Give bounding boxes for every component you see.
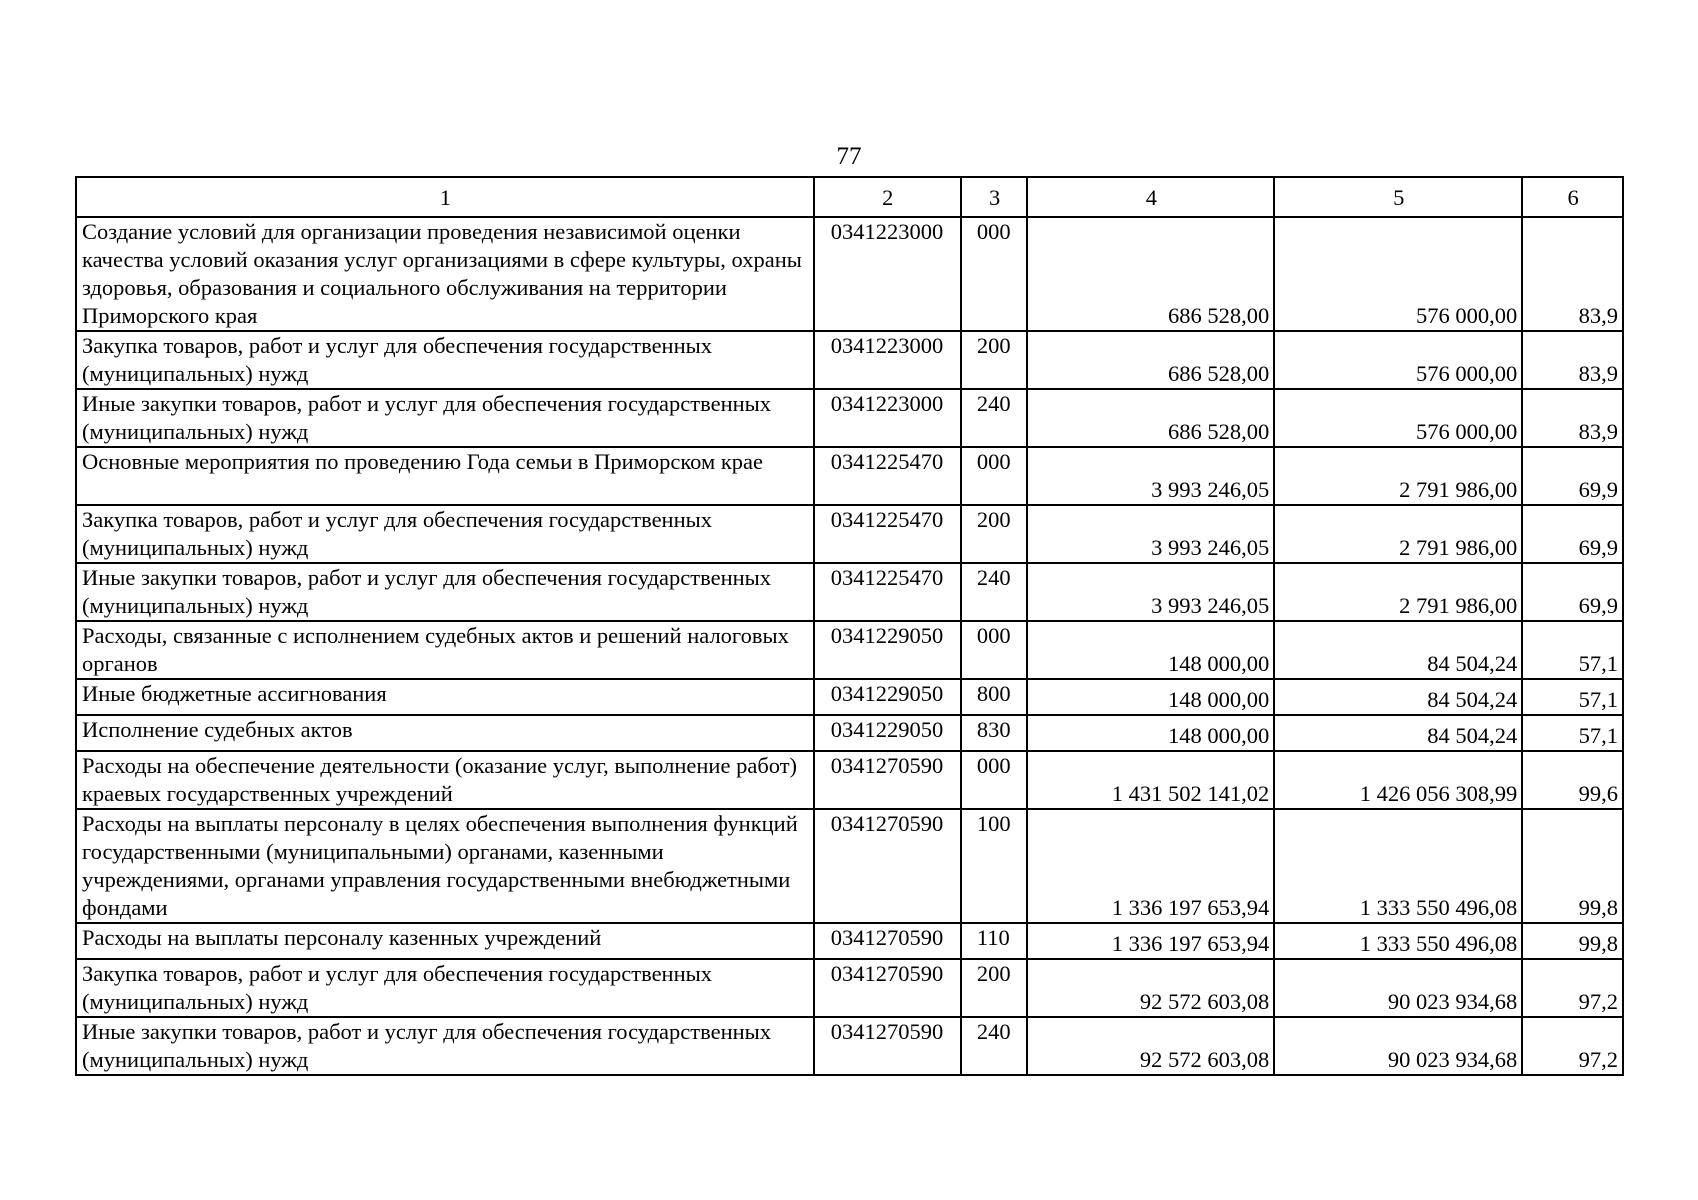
row-kvr-cell: 200 xyxy=(961,505,1028,563)
row-name-cell: Создание условий для организации проведения независимой оценки качества условий оказания услуг организациями в сфере культуры, охраны здоровья, образования и социального обслуживания на территории Приморского края xyxy=(76,217,814,331)
table-row xyxy=(76,715,1623,751)
table-row xyxy=(76,621,1623,679)
row-fact-cell: 1 333 550 496,08 xyxy=(1274,809,1522,923)
row-percent-cell: 99,8 xyxy=(1522,809,1623,923)
row-percent-cell: 83,9 xyxy=(1522,331,1623,389)
row-plan-cell: 3 993 246,05 xyxy=(1027,563,1274,621)
row-kvr-cell: 000 xyxy=(961,621,1028,679)
row-kvr-cell: 800 xyxy=(961,679,1028,715)
row-fact-cell: 1 333 550 496,08 xyxy=(1274,923,1522,959)
row-kvr-cell: 200 xyxy=(961,331,1028,389)
row-name-cell: Исполнение судебных актов xyxy=(76,715,814,751)
row-name-cell: Иные закупки товаров, работ и услуг для обеспечения государственных (муниципальных) нужд xyxy=(76,1017,814,1075)
row-plan-cell: 1 336 197 653,94 xyxy=(1027,809,1274,923)
table-header-row xyxy=(76,177,1623,217)
row-code-cell: 0341225470 xyxy=(814,505,961,563)
row-plan-cell: 686 528,00 xyxy=(1027,389,1274,447)
row-fact-cell: 1 426 056 308,99 xyxy=(1274,751,1522,809)
row-plan-cell: 148 000,00 xyxy=(1027,621,1274,679)
row-code-cell: 0341270590 xyxy=(814,751,961,809)
row-percent-cell: 97,2 xyxy=(1522,959,1623,1017)
row-plan-cell: 686 528,00 xyxy=(1027,217,1274,331)
row-code-cell: 0341270590 xyxy=(814,959,961,1017)
table-row xyxy=(76,563,1623,621)
row-kvr-cell: 240 xyxy=(961,563,1028,621)
row-kvr-cell: 200 xyxy=(961,959,1028,1017)
table-row xyxy=(76,679,1623,715)
row-kvr-cell: 000 xyxy=(961,447,1028,505)
row-code-cell: 0341223000 xyxy=(814,217,961,331)
row-name-cell: Расходы, связанные с исполнением судебных актов и решений налоговых органов xyxy=(76,621,814,679)
row-plan-cell: 148 000,00 xyxy=(1027,679,1274,715)
row-kvr-cell: 830 xyxy=(961,715,1028,751)
row-percent-cell: 99,8 xyxy=(1522,923,1623,959)
row-plan-cell: 686 528,00 xyxy=(1027,331,1274,389)
row-fact-cell: 90 023 934,68 xyxy=(1274,1017,1522,1075)
row-code-cell: 0341229050 xyxy=(814,679,961,715)
row-kvr-cell: 240 xyxy=(961,389,1028,447)
row-fact-cell: 576 000,00 xyxy=(1274,389,1522,447)
row-percent-cell: 83,9 xyxy=(1522,217,1623,331)
row-fact-cell: 2 791 986,00 xyxy=(1274,505,1522,563)
table-row xyxy=(76,923,1623,959)
row-name-cell: Расходы на выплаты персоналу казенных учреждений xyxy=(76,923,814,959)
row-code-cell: 0341229050 xyxy=(814,715,961,751)
table-row xyxy=(76,809,1623,923)
row-plan-cell: 148 000,00 xyxy=(1027,715,1274,751)
table-row xyxy=(76,505,1623,563)
row-percent-cell: 57,1 xyxy=(1522,715,1623,751)
table-row xyxy=(76,389,1623,447)
column-header-6: 6 xyxy=(1522,177,1623,217)
column-header-1: 1 xyxy=(76,177,814,217)
row-percent-cell: 57,1 xyxy=(1522,621,1623,679)
row-fact-cell: 84 504,24 xyxy=(1274,679,1522,715)
column-header-3: 3 xyxy=(961,177,1028,217)
row-kvr-cell: 000 xyxy=(961,751,1028,809)
row-name-cell: Закупка товаров, работ и услуг для обеспечения государственных (муниципальных) нужд xyxy=(76,505,814,563)
column-header-5: 5 xyxy=(1274,177,1522,217)
row-kvr-cell: 000 xyxy=(961,217,1028,331)
row-name-cell: Закупка товаров, работ и услуг для обеспечения государственных (муниципальных) нужд xyxy=(76,959,814,1017)
row-kvr-cell: 100 xyxy=(961,809,1028,923)
table-row xyxy=(76,217,1623,331)
table-row xyxy=(76,331,1623,389)
row-fact-cell: 90 023 934,68 xyxy=(1274,959,1522,1017)
row-name-cell: Иные бюджетные ассигнования xyxy=(76,679,814,715)
row-percent-cell: 69,9 xyxy=(1522,447,1623,505)
row-percent-cell: 57,1 xyxy=(1522,679,1623,715)
row-code-cell: 0341225470 xyxy=(814,563,961,621)
table-row xyxy=(76,751,1623,809)
row-kvr-cell: 240 xyxy=(961,1017,1028,1075)
row-code-cell: 0341270590 xyxy=(814,923,961,959)
row-code-cell: 0341270590 xyxy=(814,1017,961,1075)
row-fact-cell: 576 000,00 xyxy=(1274,331,1522,389)
table-row xyxy=(76,447,1623,505)
row-fact-cell: 84 504,24 xyxy=(1274,621,1522,679)
row-percent-cell: 69,9 xyxy=(1522,505,1623,563)
row-percent-cell: 69,9 xyxy=(1522,563,1623,621)
row-kvr-cell: 110 xyxy=(961,923,1028,959)
row-name-cell: Иные закупки товаров, работ и услуг для обеспечения государственных (муниципальных) нужд xyxy=(76,563,814,621)
page-number: 77 xyxy=(836,143,862,170)
budget-table xyxy=(75,176,1624,1076)
column-header-2: 2 xyxy=(814,177,961,217)
row-code-cell: 0341229050 xyxy=(814,621,961,679)
row-name-cell: Расходы на обеспечение деятельности (оказание услуг, выполнение работ) краевых государственных учреждений xyxy=(76,751,814,809)
row-fact-cell: 2 791 986,00 xyxy=(1274,563,1522,621)
row-name-cell: Иные закупки товаров, работ и услуг для обеспечения государственных (муниципальных) нужд xyxy=(76,389,814,447)
row-fact-cell: 84 504,24 xyxy=(1274,715,1522,751)
row-plan-cell: 1 336 197 653,94 xyxy=(1027,923,1274,959)
row-percent-cell: 97,2 xyxy=(1522,1017,1623,1075)
row-code-cell: 0341270590 xyxy=(814,809,961,923)
row-plan-cell: 1 431 502 141,02 xyxy=(1027,751,1274,809)
row-fact-cell: 576 000,00 xyxy=(1274,217,1522,331)
row-name-cell: Расходы на выплаты персоналу в целях обеспечения выполнения функций государственными (муниципальными) органами, казенными учреждениями, органами управления государственными внебюджетными фондами xyxy=(76,809,814,923)
row-name-cell: Закупка товаров, работ и услуг для обеспечения государственных (муниципальных) нужд xyxy=(76,331,814,389)
row-code-cell: 0341223000 xyxy=(814,331,961,389)
row-percent-cell: 99,6 xyxy=(1522,751,1623,809)
row-percent-cell: 83,9 xyxy=(1522,389,1623,447)
row-code-cell: 0341223000 xyxy=(814,389,961,447)
table-row xyxy=(76,959,1623,1017)
table-row xyxy=(76,1017,1623,1075)
row-fact-cell: 2 791 986,00 xyxy=(1274,447,1522,505)
row-plan-cell: 92 572 603,08 xyxy=(1027,959,1274,1017)
row-code-cell: 0341225470 xyxy=(814,447,961,505)
row-name-cell: Основные мероприятия по проведению Года семьи в Приморском крае xyxy=(76,447,814,505)
row-plan-cell: 3 993 246,05 xyxy=(1027,447,1274,505)
row-plan-cell: 3 993 246,05 xyxy=(1027,505,1274,563)
row-plan-cell: 92 572 603,08 xyxy=(1027,1017,1274,1075)
column-header-4: 4 xyxy=(1027,177,1274,217)
